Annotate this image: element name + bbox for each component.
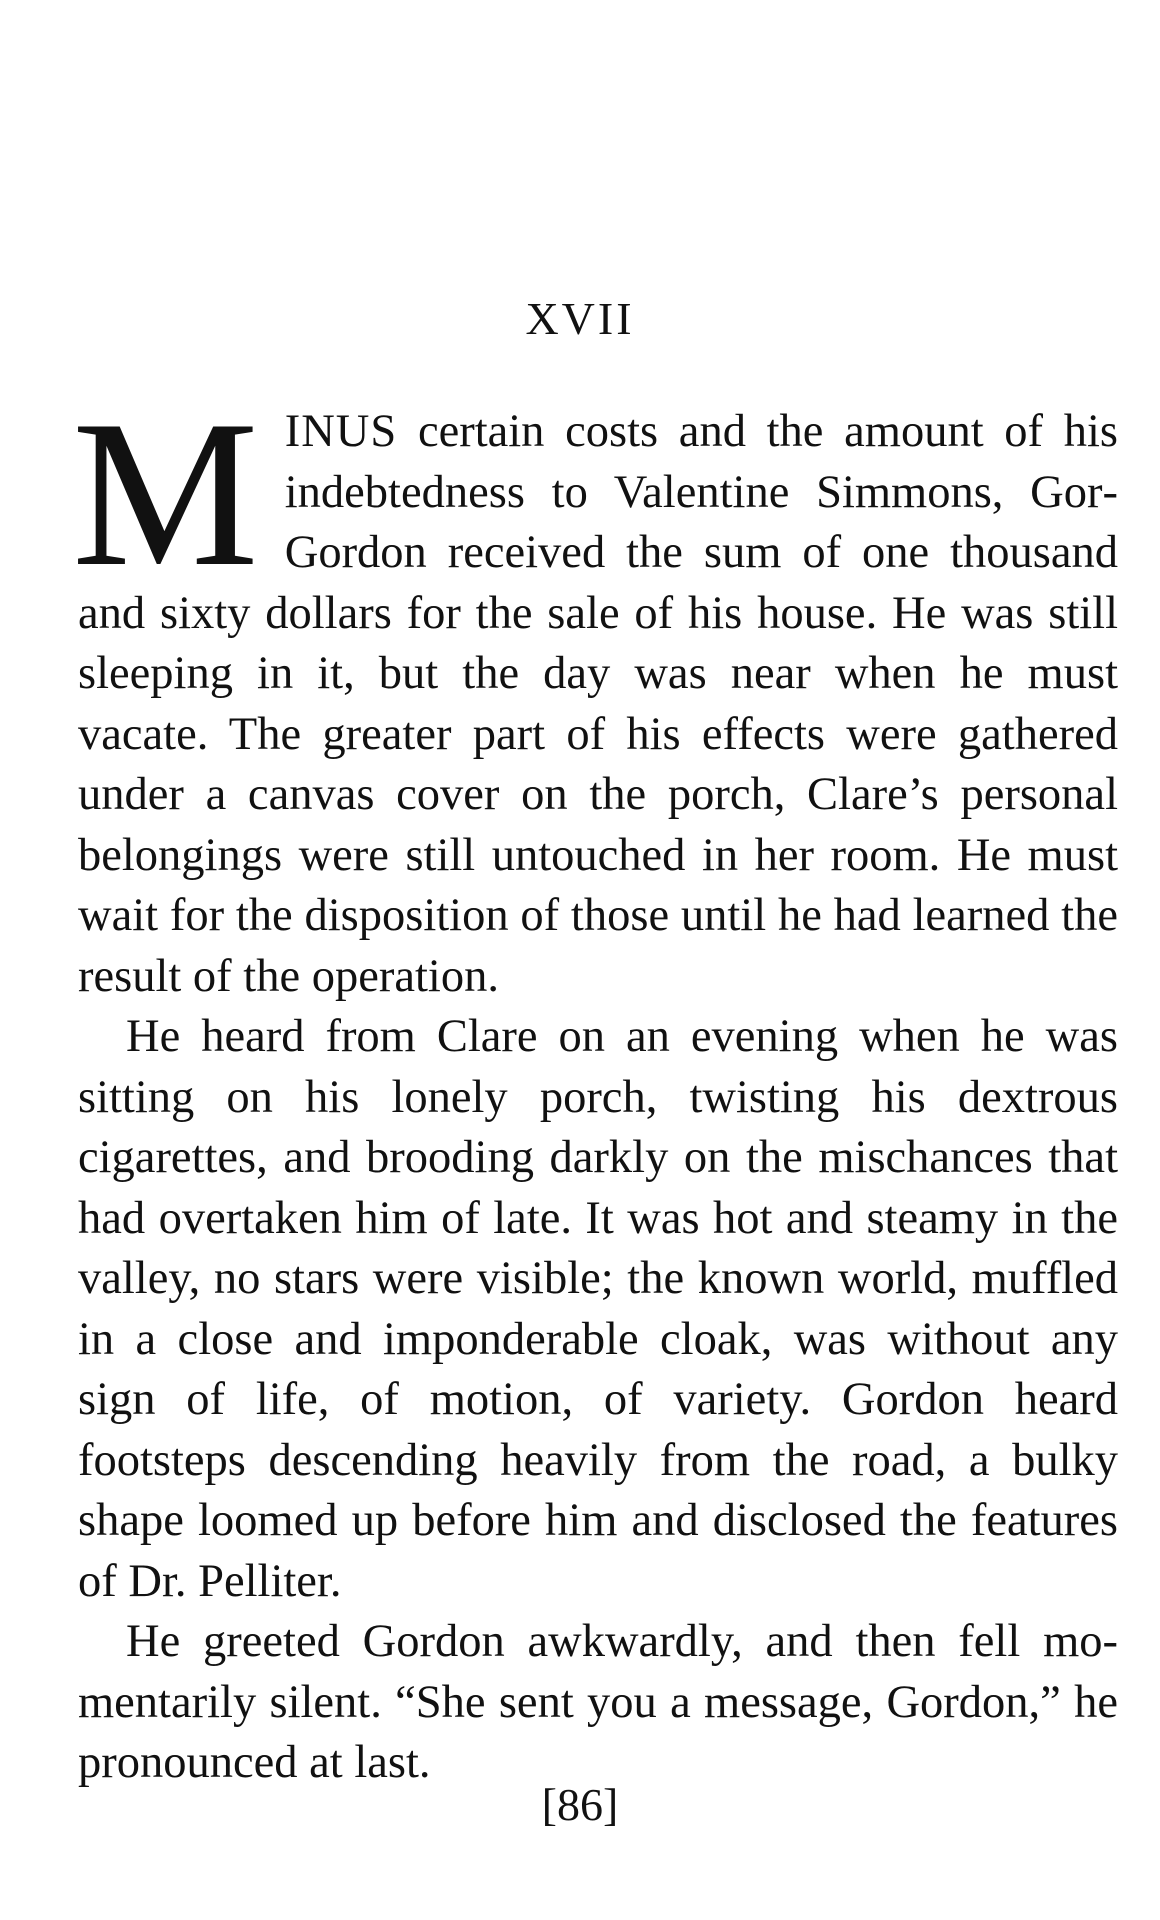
drop-cap: M	[72, 378, 259, 610]
paragraph-3	[78, 1612, 1118, 1794]
lead-caps: INUS	[284, 406, 398, 457]
paragraph-2-text: He heard from Clare on an evening when he was sitting on his lonely porch, twisting his dextrous cigarettes, and brooding darkly on the mischances that had overtaken him of late. It was hot and steamy in the valley, no stars were visible; the known world, muffled in a close and imponderable cloak, was without any sign of life, of motion, of variety. Gordon heard footsteps descending heavily from the road, a bulky shape loomed up before him and disclosed the features of Dr. Pelliter.	[78, 1011, 1118, 1607]
body-text	[72, 378, 1118, 1794]
paragraph-2	[78, 1007, 1118, 1612]
paragraph-1	[72, 378, 1118, 1007]
chapter-heading: XVII	[525, 293, 635, 344]
paragraph-1-text: certain costs and the amount of his indebtedness to Valentine Simmons, GorGordon received the sum of one thousand and sixty dollars for the sale of his house. He was still sleeping in it, but the day was near when he must vacate. The greater part of his effects were gathered under a canvas cover on the porch, Clare’s personal belongings were still untouched in her room. He must wait for the disposition of those until he had learned the result of the operation.	[78, 406, 1118, 1002]
page-number: [86]	[541, 1779, 619, 1830]
paragraph-3-text: He greeted Gordon awkwardly, and then fell momentarily silent. “She sent you a message, Gordon,” he pronounced at last.	[78, 1616, 1118, 1788]
